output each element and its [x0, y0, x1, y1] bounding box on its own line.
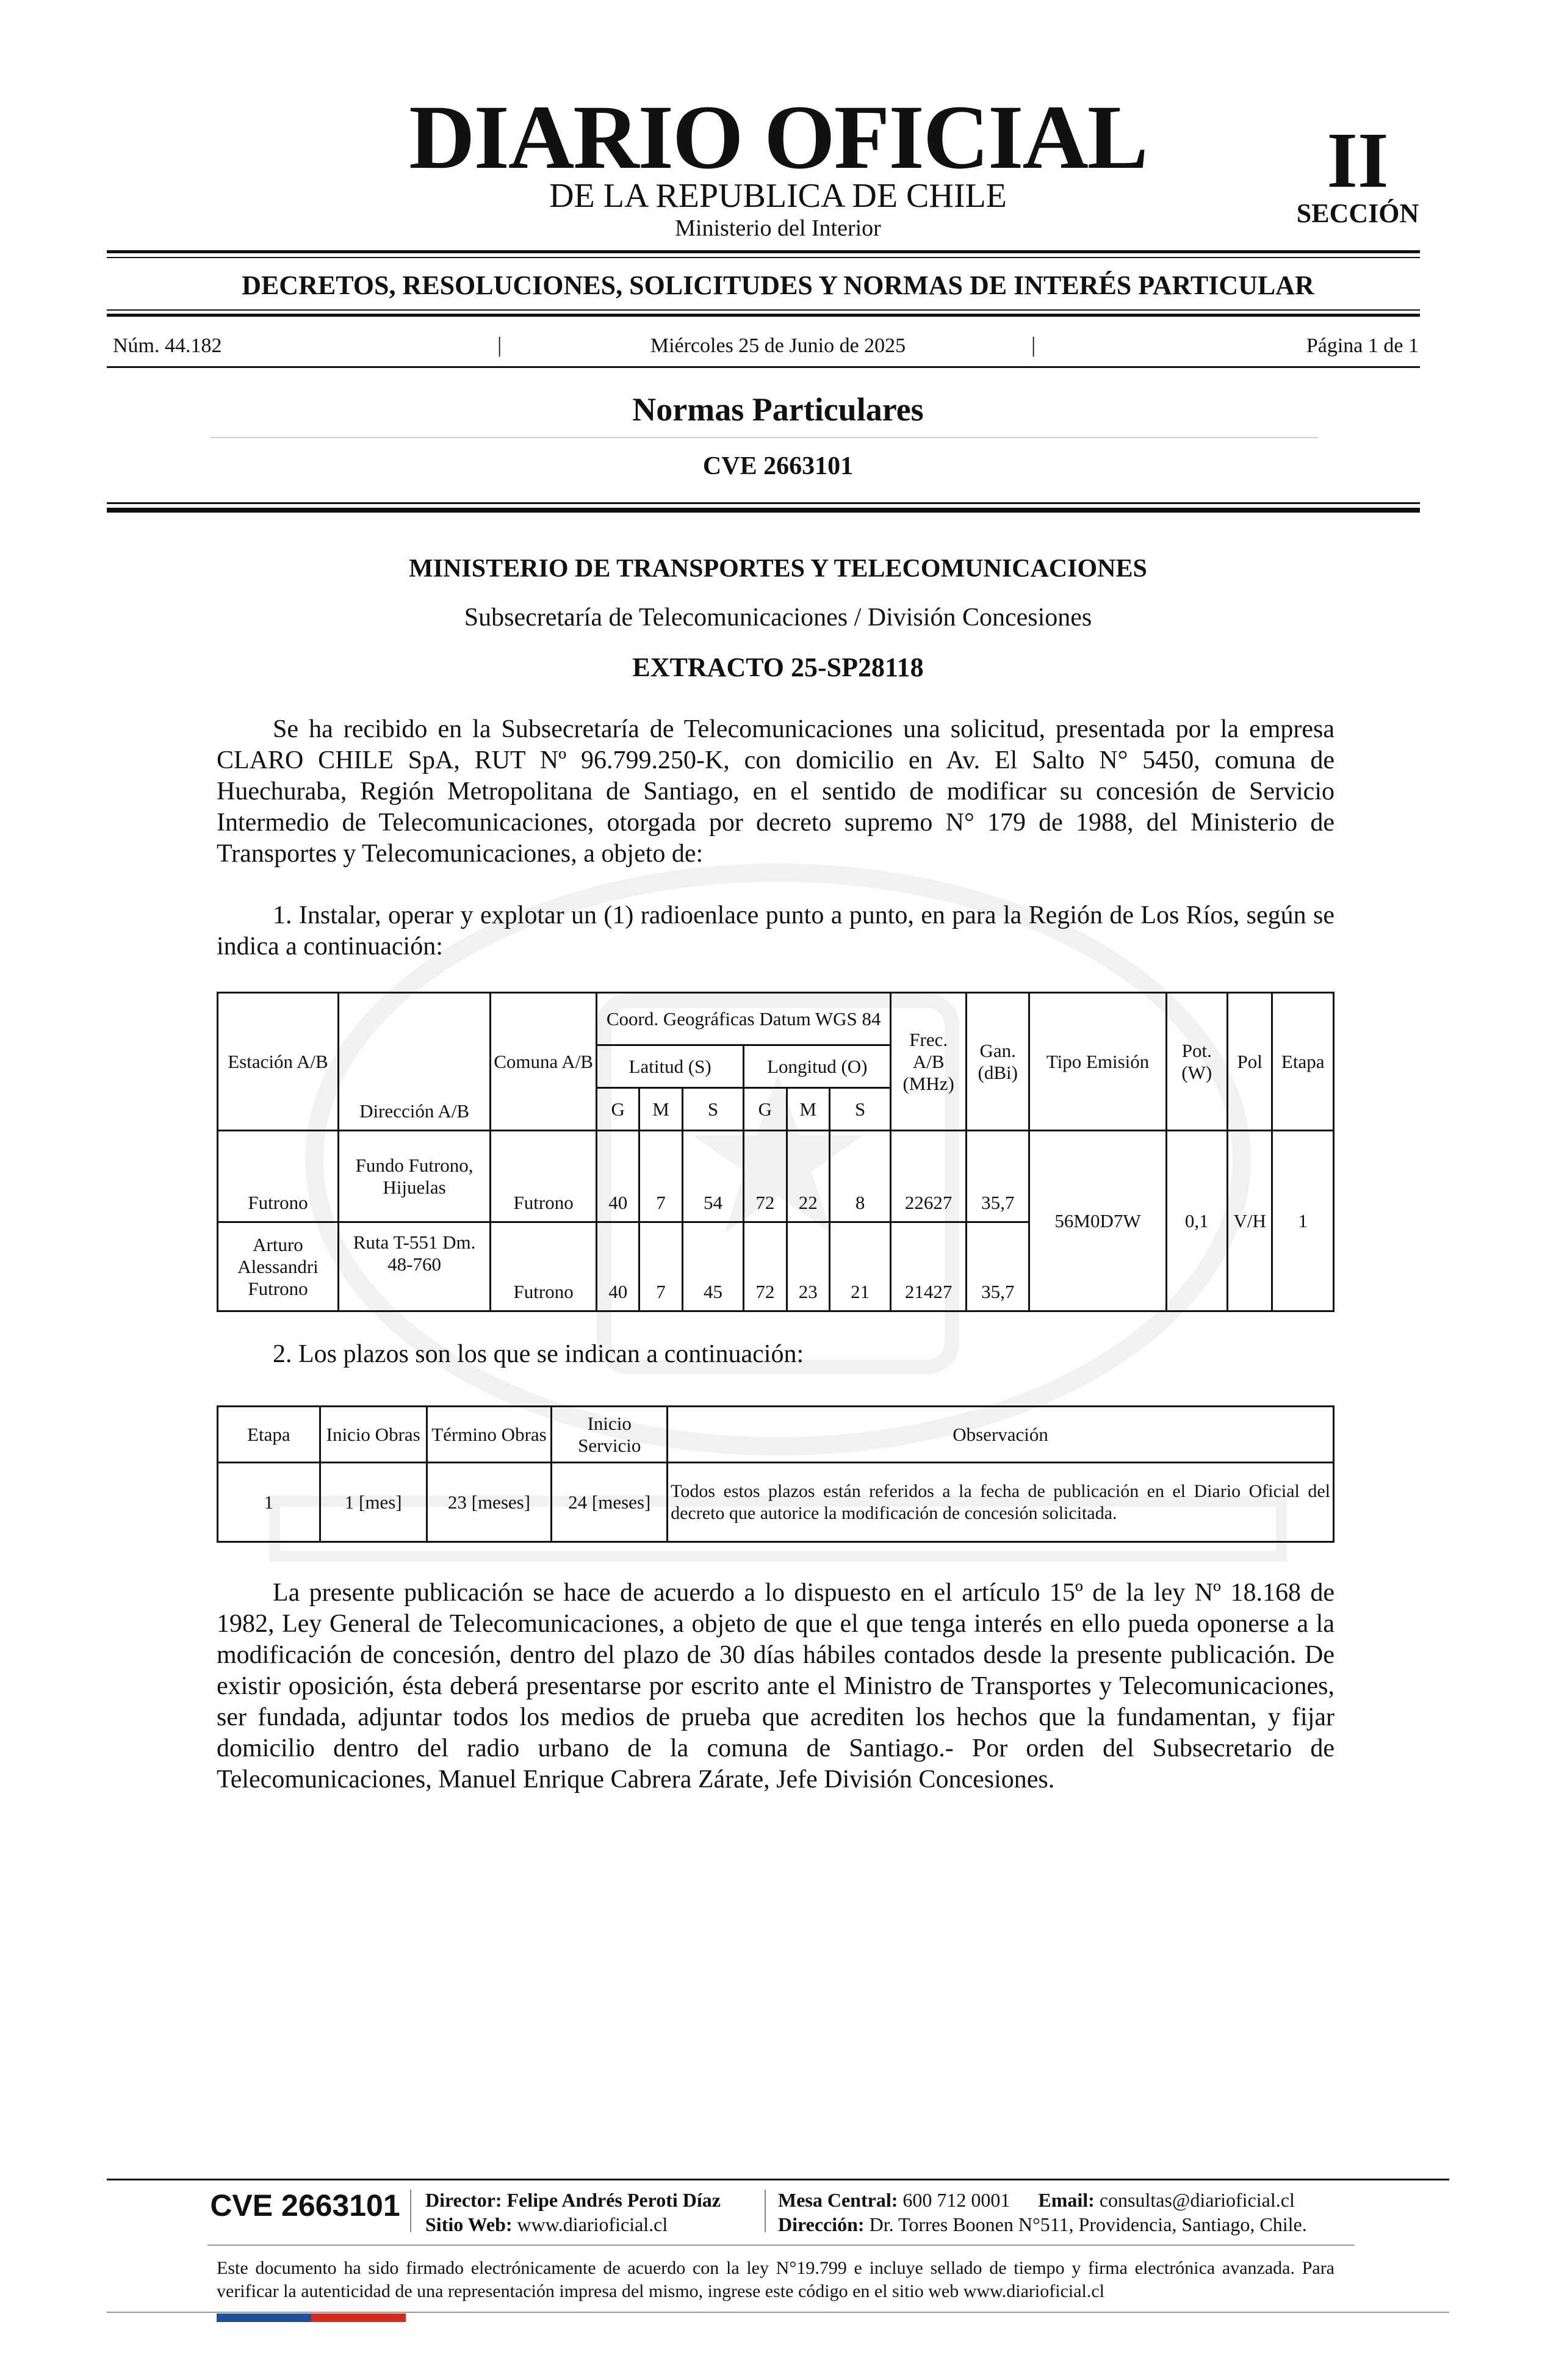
flag-stripe-red: [311, 2313, 406, 2322]
header-potencia: Pot. (W): [1166, 993, 1227, 1131]
header-pol: Pol: [1228, 993, 1272, 1131]
cell-lat-m: 7: [639, 1222, 682, 1311]
header-etapa: Etapa: [218, 1407, 320, 1463]
cell-lat-s: 45: [682, 1222, 743, 1311]
footer-rule: [107, 2179, 1449, 2180]
issue-separator: |: [1031, 333, 1036, 357]
header-lon-s: S: [829, 1088, 890, 1131]
header-inicio-obras: Inicio Obras: [320, 1407, 427, 1463]
intro-paragraph: Se ha recibido en la Subsecretaría de Telecomunicaciones una solicitud, presentada por la empresa CLARO CHILE SpA, RUT Nº 96.799.250-K, con domicilio en Av. El Salto N° 5450, comuna de Huechuraba, Región Metropolitana de Santiago, en el sentido de modificar su concesión de Servicio Intermedio de Telecomunicaciones, otorgada por decreto supremo N° 179 de 1988, del Ministerio de Transportes y Telecomunicaciones, a objeto de:: [217, 715, 1334, 868]
mesa-phone: 600 712 0001: [902, 2189, 1010, 2211]
header-direccion: Dirección A/B: [338, 993, 490, 1131]
header-rule: [107, 250, 1420, 253]
cell-comuna: Futrono: [491, 1222, 597, 1311]
email-link[interactable]: consultas@diarioficial.cl: [1099, 2189, 1295, 2211]
cell-ganancia: 35,7: [966, 1131, 1029, 1222]
header-lat-m: M: [639, 1088, 682, 1131]
header-termino-obras: Término Obras: [427, 1407, 552, 1463]
cell-comuna: Futrono: [491, 1131, 597, 1222]
site-link[interactable]: www.diarioficial.cl: [517, 2213, 668, 2235]
issue-separator: |: [497, 333, 502, 357]
issue-date: Miércoles 25 de Junio de 2025: [650, 334, 906, 357]
header-lon-m: M: [787, 1088, 829, 1131]
cell-lat-g: 40: [597, 1222, 639, 1311]
header-lat-s: S: [682, 1088, 743, 1131]
closing-paragraph: La presente publicación se hace de acuerdo a lo dispuesto en el artículo 15º de la ley Nº 18.168 de 1982, Ley General de Telecomunicaciones, a objeto de que el que tenga interés en ello pueda oponerse a la modificación de concesión, dentro del plazo de 30 días hábiles contados desde la presente publicación. De existir oposición, ésta deberá presentarse por escrito ante el Ministro de Transportes y Telecomunicaciones, ser fundada, adjuntar todos los medios de prueba que acrediten los hechos que la fundamentan, y fijar domicilio dentro del radio urbano de la comuna de Santiago.- Por orden del Subsecretario de Telecomunicaciones, Manuel Enrique Cabrera Zárate, Jefe División Concesiones.: [217, 1579, 1334, 1794]
cell-inicio-servicio: 24 [meses]: [552, 1463, 668, 1542]
header-comuna: Comuna A/B: [491, 993, 597, 1131]
section-title: DECRETOS, RESOLUCIONES, SOLICITUDES Y NORMAS DE INTERÉS PARTICULAR: [242, 270, 1314, 300]
header-tipo-emision: Tipo Emisión: [1029, 993, 1166, 1131]
cell-potencia: 0,1: [1166, 1131, 1227, 1311]
director-name: Felipe Andrés Peroti Díaz: [506, 2189, 721, 2211]
header-coordinates: Coord. Geográficas Datum WGS 84: [597, 993, 891, 1045]
cell-lon-m: 22: [787, 1131, 829, 1222]
flag-stripe-blue: [217, 2313, 311, 2322]
cell-lat-m: 7: [639, 1131, 682, 1222]
cell-lat-s: 54: [682, 1131, 743, 1222]
cell-etapa: 1: [218, 1463, 320, 1542]
issue-rule: [107, 366, 1420, 368]
header-frecuencia: Frec. A/B (MHz): [891, 993, 967, 1131]
cell-estacion: Arturo Alessandri Futrono: [218, 1222, 339, 1311]
cell-direccion: Ruta T-551 Dm. 48-760: [338, 1222, 490, 1311]
cell-frecuencia: 21427: [891, 1222, 967, 1311]
table-row: [218, 1131, 1334, 1222]
footer-address: [778, 2212, 1307, 2237]
masthead-title: DIARIO OFICIAL: [409, 87, 1147, 188]
cell-inicio-obras: 1 [mes]: [320, 1463, 427, 1542]
cell-observacion: Todos estos plazos están referidos a la fecha de publicación en el Diario Oficial del decreto que autorice la modificación de concesión solicitada.: [668, 1463, 1334, 1542]
cell-etapa: 1: [1272, 1131, 1334, 1311]
cell-direccion: Fundo Futrono, Hijuelas: [338, 1131, 490, 1222]
header-latitud: Latitud (S): [597, 1045, 744, 1088]
footer-cve: CVE 2663101: [210, 2188, 400, 2223]
header-rule: [107, 257, 1420, 258]
cell-lon-s: 8: [829, 1131, 890, 1222]
footer-legal: Este documento ha sido firmado electrónicamente de acuerdo con la ley N°19.799 e incluye sellado de tiempo y firma electrónica avanzada. Para verificar la autenticidad de una representación impresa del mismo, ingrese este código en el sitio web www.diarioficial.cl: [217, 2258, 1334, 2301]
section-heading: Normas Particulares: [632, 391, 924, 428]
cell-frecuencia: 22627: [891, 1131, 967, 1222]
cell-termino-obras: 23 [meses]: [427, 1463, 552, 1542]
subsecretaria: Subsecretaría de Telecomunicaciones / División Concesiones: [464, 604, 1092, 632]
header-ganancia: Gan. (dBi): [966, 993, 1029, 1131]
extracto-title: EXTRACTO 25-SP28118: [632, 652, 924, 682]
footer-divider: [410, 2190, 411, 2232]
item-2: 2. Los plazos son los que se indican a continuación:: [273, 1340, 804, 1368]
director-label: Director:: [425, 2189, 502, 2211]
mesa-label: Mesa Central:: [778, 2189, 898, 2211]
header-observacion: Observación: [668, 1407, 1334, 1463]
header-rule: [107, 314, 1420, 317]
cell-lat-g: 40: [597, 1131, 639, 1222]
masthead-subtitle: DE LA REPUBLICA DE CHILE: [549, 177, 1007, 215]
section-label: SECCIÓN: [1296, 198, 1419, 228]
footer-divider: [765, 2190, 766, 2232]
cell-lon-g: 72: [744, 1222, 787, 1311]
site-label: Sitio Web:: [425, 2213, 513, 2235]
footer-site: [425, 2212, 668, 2237]
plazos-table: [217, 1405, 1334, 1543]
cell-pol: V/H: [1228, 1131, 1272, 1311]
issue-page: Página 1 de 1: [1306, 334, 1419, 357]
cell-lon-g: 72: [744, 1131, 787, 1222]
header-inicio-servicio: Inicio Servicio: [552, 1407, 668, 1463]
heading-divider: [211, 437, 1318, 438]
footer-rule: [107, 2312, 1449, 2313]
cell-lon-s: 21: [829, 1222, 890, 1311]
cve-rule: [107, 502, 1420, 504]
header-rule: [107, 309, 1420, 311]
footer-director: [425, 2188, 721, 2212]
header-etapa: Etapa: [1272, 993, 1334, 1131]
cell-tipo-emision: 56M0D7W: [1029, 1131, 1166, 1311]
radiolink-table: [217, 992, 1334, 1312]
cell-estacion: Futrono: [218, 1131, 339, 1222]
cve-code: CVE 2663101: [702, 452, 854, 480]
section-number: II: [1327, 117, 1389, 204]
cell-ganancia: 35,7: [966, 1222, 1029, 1311]
cell-lon-m: 23: [787, 1222, 829, 1311]
header-longitud: Longitud (O): [744, 1045, 891, 1088]
header-lat-g: G: [597, 1088, 639, 1131]
direccion-label: Dirección:: [778, 2213, 865, 2235]
masthead-ministry: Ministerio del Interior: [675, 215, 881, 241]
footer-contact: [778, 2188, 1295, 2212]
email-label: Email:: [1038, 2189, 1095, 2211]
table-row: [218, 1463, 1334, 1542]
header-estacion: Estación A/B: [218, 993, 339, 1131]
direccion-value: Dr. Torres Boonen N°511, Providencia, Santiago, Chile.: [869, 2213, 1307, 2235]
item-1: 1. Instalar, operar y explotar un (1) radioenlace punto a punto, en para la Región de Los Ríos, según se indica a continuación:: [217, 901, 1334, 961]
ministry-heading: MINISTERIO DE TRANSPORTES Y TELECOMUNICACIONES: [409, 555, 1147, 583]
cve-rule: [107, 508, 1420, 513]
header-lon-g: G: [744, 1088, 787, 1131]
issue-number: Núm. 44.182: [113, 334, 222, 357]
footer-rule: [207, 2245, 1355, 2246]
